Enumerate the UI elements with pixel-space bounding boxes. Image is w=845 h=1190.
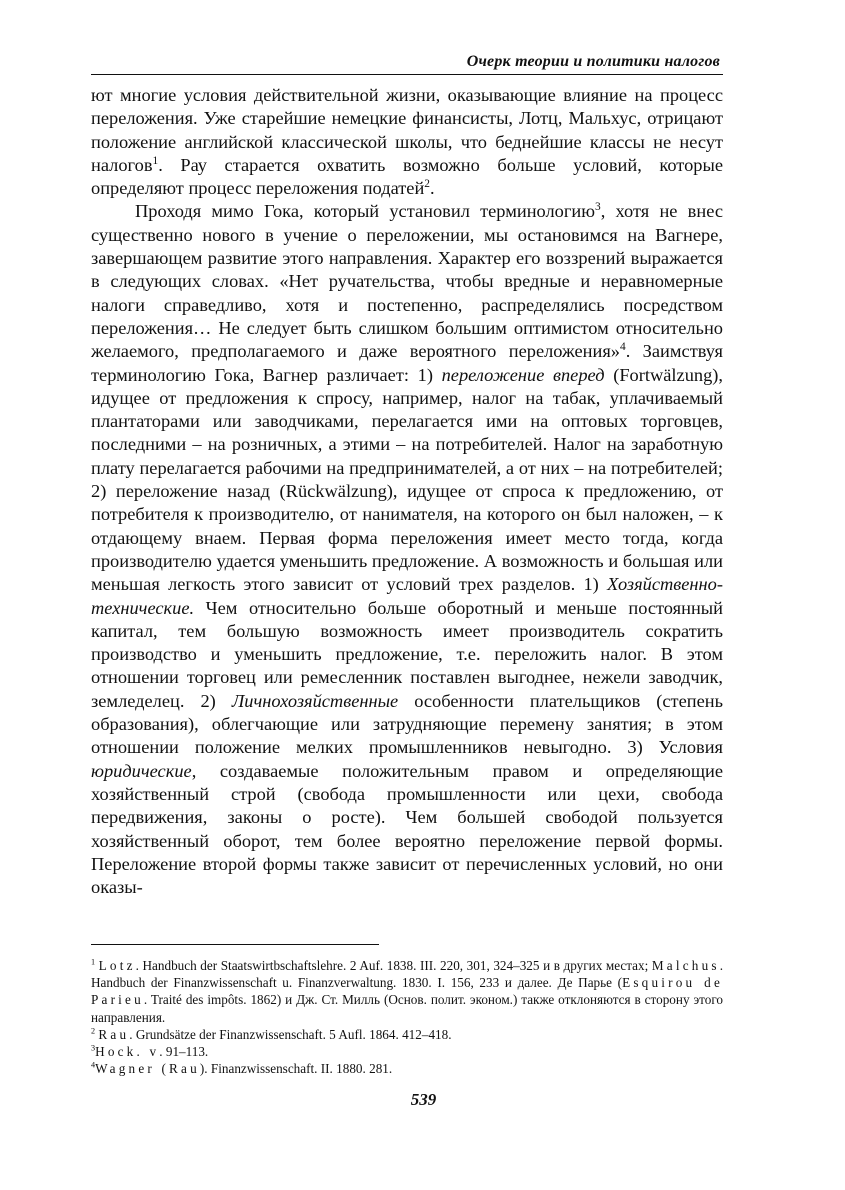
author-name: Rau <box>98 1026 130 1042</box>
text-segment: . Рау старается охватить возможно больше условий, которые определяют процесс переложения податей <box>91 154 723 199</box>
emphasis-term: Хозяйственно-технические. <box>91 574 723 618</box>
paragraph-1 <box>91 84 723 200</box>
page-number: 539 <box>410 1090 437 1109</box>
author-name: Lotz <box>98 958 136 973</box>
text-segment: . <box>430 178 435 199</box>
footnote-4 <box>91 1060 723 1077</box>
footnote-rule <box>91 944 379 945</box>
footnote-text: ). Finanzwissenschaft. II. 1880. 281. <box>199 1061 393 1077</box>
footnote-3 <box>91 1043 723 1060</box>
text-segment: (Fortwälzung), идущее от предложения к спросу, например, налог на табак, уплачиваемый плантаторами или заводчиками, перелагается ими на оптовых торговцев, последними – на розничных, а этими – на потребителей. Налог на заработную плату перелагается рабочими на предпринимателей, а от них – на потребителей; 2) переложение назад (Rückwälzung), идущее от спроса к предложению, от потребителя к производителю, от нанимателя, на которого он был наложен, – к отдающему внаем. Первая форма переложения имеет место тогда, когда производителю удается уменьшить предложение. А возможность и большая или меньшая легкость этого зависит от условий трех разделов. 1) <box>91 364 723 595</box>
footnote-number: 4 <box>91 1060 96 1070</box>
main-text <box>91 84 723 899</box>
text-segment: , создаваемые положительным правом и определяющие хозяйственный строй (свобода промышленности или цехи, свобода передвижения, законы о росте). Чем большей свободой пользуется хозяйственный оборот, тем более вероятно переложение первой формы. Переложение второй формы также зависит от перечисленных условий, но они оказы- <box>91 760 723 898</box>
footnote-ref-2[interactable]: 2 <box>424 178 430 191</box>
text-segment: особенности плательщиков (степень образования), облегчающие или затрудняющие перемену занятия; в этом отношении положение мелких промышленников невыгодно. 3) Условия <box>91 690 723 758</box>
footnote-number: 1 <box>91 957 96 967</box>
footnote-number: 3 <box>91 1043 96 1053</box>
author-name: Hock. v <box>95 1044 160 1060</box>
author-name: Esquirou de Parieu <box>91 975 724 1008</box>
running-title: Очерк теории и политики налогов <box>466 53 720 70</box>
text-segment: Проходя мимо Гока, который установил терминологию <box>135 201 595 222</box>
text-segment: . Заимствуя терминологию Гока, Вагнер различает: 1) <box>91 341 723 385</box>
text-segment: , хотя не внес существенно нового в учение о переложении, мы остановимся на Вагнере, завершающем развитие этого направления. Характер его воззрений выражается в следующих словах. «Нет ручательства, чтобы вредные и неравномерные налоги справедливо, хотя и постепенно, распределялись посредством переложения… Не следует быть слишком большим оптимистом относительно желаемого, предполагаемого и даже вероятного переложения» <box>91 201 723 362</box>
header-rule <box>91 74 723 75</box>
footnote-1 <box>91 957 723 1026</box>
footnote-ref-3[interactable]: 3 <box>595 201 601 214</box>
author-name: Wagner (Rau <box>95 1061 200 1077</box>
text-segment: Чем относительно больше оборотный и меньше постоянный капитал, тем большую возможность имеет производитель сократить производство и уменьшить предложение, т.е. переложить налог. В этом отношении торговец или ремесленник поставлен выгоднее, нежели заводчик, земледелец. 2) <box>91 597 723 711</box>
paragraph-2 <box>91 200 723 899</box>
footnote-ref-1[interactable]: 1 <box>152 154 159 167</box>
footnote-text: . Handbuch der Finanzwissenschaft u. Finanzverwaltung. 1830. I. 156, 233 и далее. Де Парье ( <box>91 958 723 991</box>
emphasis-term: переложение вперед <box>441 364 605 385</box>
footnote-text: . 91–113. <box>159 1044 209 1060</box>
footnote-2 <box>91 1026 723 1043</box>
footnote-text: . Grundsätze der Finanzwissenschaft. 5 Aufl. 1864. 412–418. <box>129 1026 452 1042</box>
text-segment: ют многие условия действительной жизни, оказывающие влияние на процесс переложения. Уже старейшие немецкие финансисты, Лотц, Мальхус, отрицают положение английской классической школы, что беднейшие классы не несут налогов <box>91 85 723 175</box>
emphasis-term: юридические <box>91 760 192 781</box>
footnote-text: . Handbuch der Staatswirtbschaftslehre. 2 Auf. 1838. III. 220, 301, 324–325 и в других местах; <box>135 958 652 973</box>
footnote-text: . Traité des impôts. 1862) и Дж. Ст. Милль (Основ. полит. эконом.) также отклоняются в сторону этого направления. <box>91 992 723 1025</box>
author-name: Malchus <box>651 958 720 973</box>
footnote-ref-4[interactable]: 4 <box>620 341 626 354</box>
footnotes <box>91 957 723 1077</box>
footnote-number: 2 <box>91 1026 96 1036</box>
emphasis-term: Личнохозяйственные <box>231 690 399 711</box>
